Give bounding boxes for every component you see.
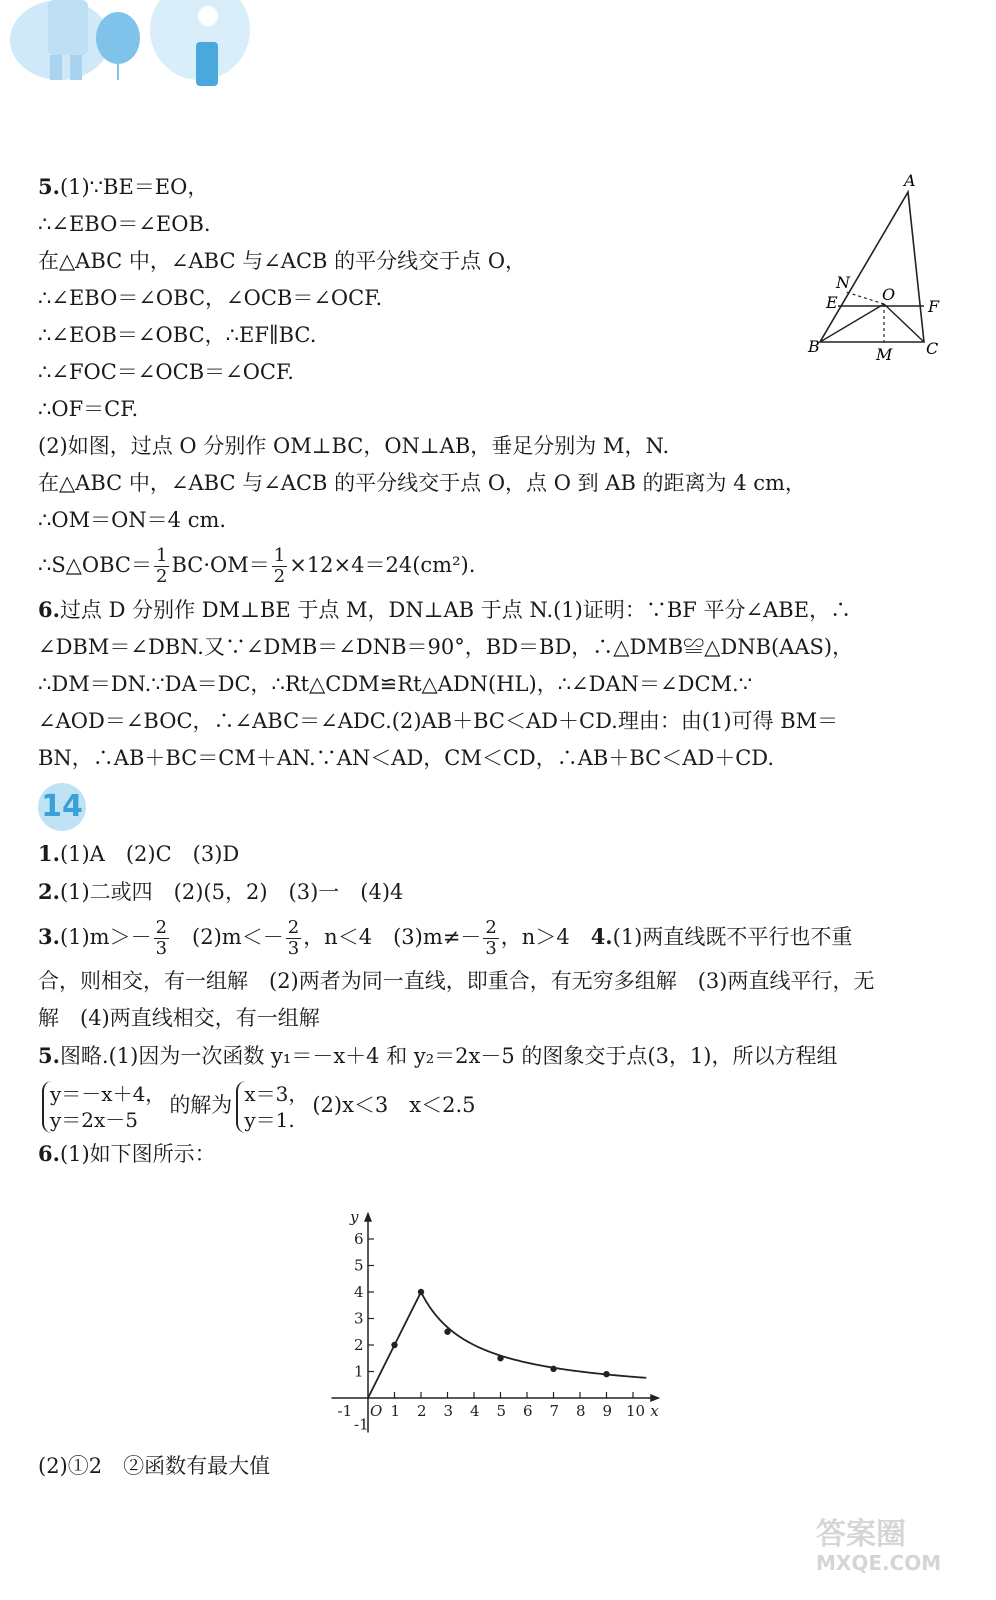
x-tick-label: 4 [470, 1402, 480, 1420]
q5-line-8: (2)如图，过点 O 分别作 OM⊥BC，ON⊥AB，垂足分别为 M，N. [38, 434, 670, 458]
data-point [391, 1342, 397, 1348]
equation-system: y＝－x＋4， y＝2x－5 [42, 1081, 165, 1133]
x-axis-arrow [650, 1394, 660, 1402]
fraction: $\frac{1}{2}$ [156, 545, 168, 587]
y-tick-label: 2 [354, 1336, 364, 1354]
solution-system: x＝3， y＝1. [236, 1081, 308, 1133]
y-tick-label: 1 [354, 1362, 364, 1381]
q5-line-11: ∴S△OBC＝ $\frac{1}{2}$ BC·OM＝ $\frac{1}{2}$ ×12×4＝24(cm²). [38, 545, 476, 587]
x-tick-label: 10 [626, 1402, 646, 1420]
label-m: M [876, 345, 893, 364]
lantern-icon [96, 12, 140, 64]
q5-line-7: ∴OF＝CF. [38, 397, 139, 421]
q5-line-4: ∴∠EBO＝∠OBC，∠OCB＝∠OCF. [38, 286, 383, 310]
data-point [418, 1289, 424, 1295]
data-point [550, 1366, 556, 1372]
function-graph [316, 1208, 662, 1444]
fraction: $\frac{2}{3}$ [287, 917, 300, 959]
watermark-logo [806, 1508, 976, 1578]
x-tick-label: 3 [443, 1402, 454, 1420]
q6-line-4: ∠AOD＝∠BOC，∴∠ABC＝∠ADC.(2)AB＋BC＜AD＋CD.理由：由(1)可得 BM＝ [38, 709, 839, 733]
tag-icon [196, 42, 218, 86]
section-number-badge: 14 [38, 783, 86, 831]
svg-text:MXQE.COM: MXQE.COM [816, 1551, 942, 1575]
s14-a4-line-3: 解 (4)两直线相交，有一组解 [38, 1006, 320, 1030]
x-tick-label: 5 [496, 1402, 507, 1420]
q6-line-5: BN，∴AB＋BC＝CM＋AN.∵AN＜AD，CM＜CD，∴AB＋BC＜AD＋CD. [38, 746, 775, 770]
header-illustration [0, 0, 300, 100]
label-f: F [928, 297, 940, 316]
x-axis-label: x [650, 1402, 659, 1420]
y-tick-label: -1 [354, 1415, 369, 1434]
label-c: C [926, 339, 939, 358]
s14-a1: 1.(1)A (2)C (3)D [38, 841, 240, 866]
label-e: E [826, 293, 838, 312]
y-axis-arrow [364, 1212, 372, 1222]
q6-line-1: 6.过点 D 分别作 DM⊥BE 于点 M，DN⊥AB 于点 N.(1)证明：∵BF 平分∠ABE，∴ [38, 597, 852, 622]
label-a: A [904, 171, 916, 190]
data-point [603, 1371, 609, 1377]
s14-a6-line-2: (2)①2 ②函数有最大值 [38, 1454, 271, 1478]
q6-line-3: ∴DM＝DN.∵DA＝DC，∴Rt△CDM≌Rt△ADN(HL)，∴∠DAN＝∠DCM.∵ [38, 672, 753, 696]
fraction: $\frac{2}{3}$ [155, 917, 168, 959]
fraction: $\frac{2}{3}$ [485, 917, 497, 959]
y-tick-label: 5 [354, 1256, 364, 1275]
y-tick-label: 3 [354, 1309, 364, 1328]
q5-line-3: 在△ABC 中，∠ABC 与∠ACB 的平分线交于点 O， [38, 249, 527, 273]
label-b: B [808, 337, 820, 356]
q6-line-2: ∠DBM＝∠DBN.又∵∠DMB＝∠DNB＝90°，BD＝BD，∴△DMB≌△DNB(AAS)， [38, 635, 854, 659]
x-tick-label: 9 [602, 1402, 613, 1420]
data-point [444, 1329, 450, 1335]
q5-line-10: ∴OM＝ON＝4 cm. [38, 508, 227, 532]
q5-line-6: ∴∠FOC＝∠OCB＝∠OCF. [38, 360, 294, 384]
s14-a3: 3.(1)m＞－ $\frac{2}{3}$ (2)m＜－ $\frac{2}{3}$ ，n＜4 (3)m≠－ $\frac{2}{3}$ ，n＞4 4.(1)两直线既不平行也不重 [38, 917, 853, 959]
s14-a4-line-2: 合，则相交，有一组解 (2)两者为同一直线，即重合，有无穷多组解 (3)两直线平行，无 [38, 969, 875, 993]
figure-body [48, 0, 88, 55]
function-curve [368, 1292, 646, 1398]
x-tick-label: -1 [337, 1402, 353, 1420]
label-n: N [836, 273, 850, 292]
data-point [497, 1355, 503, 1361]
q5-line-9: 在△ABC 中，∠ABC 与∠ACB 的平分线交于点 O，点 O 到 AB 的距离为 4 cm， [38, 471, 806, 495]
svg-text:答案圈: 答案圈 [816, 1517, 906, 1552]
x-tick-label: 6 [523, 1402, 533, 1420]
s14-a6-line-1: 6.(1)如下图所示： [38, 1141, 216, 1166]
q5-line-5: ∴∠EOB＝∠OBC，∴EF∥BC. [38, 323, 317, 347]
y-tick-label: 6 [354, 1230, 364, 1248]
x-tick-label: 2 [417, 1402, 427, 1420]
s14-a5-line-2: y＝－x＋4， y＝2x－5 的解为 x＝3， y＝1. (2)x＜3 x＜2.5 [38, 1075, 968, 1135]
x-tick-label: 8 [576, 1402, 586, 1420]
y-axis-label: y [350, 1208, 359, 1226]
answer-content [38, 168, 968, 1173]
s14-a5-line-1: 5.图略.(1)因为一次函数 y₁＝－x＋4 和 y₂＝2x－5 的图象交于点(3，1)，所以方程组 [38, 1043, 838, 1068]
x-tick-label: 1 [390, 1402, 401, 1420]
s14-a2: 2.(1)二或四 (2)(5，2) (3)一 (4)4 [38, 879, 404, 904]
q5-line-2: ∴∠EBO＝∠EOB. [38, 212, 211, 236]
q5-line-1: 5.(1)∵BE＝EO， [38, 174, 209, 199]
label-o: O [882, 285, 896, 304]
y-tick-label: 4 [354, 1283, 364, 1301]
origin-label: O [370, 1402, 383, 1420]
fraction: $\frac{1}{2}$ [273, 545, 286, 587]
x-tick-label: 7 [549, 1402, 560, 1420]
